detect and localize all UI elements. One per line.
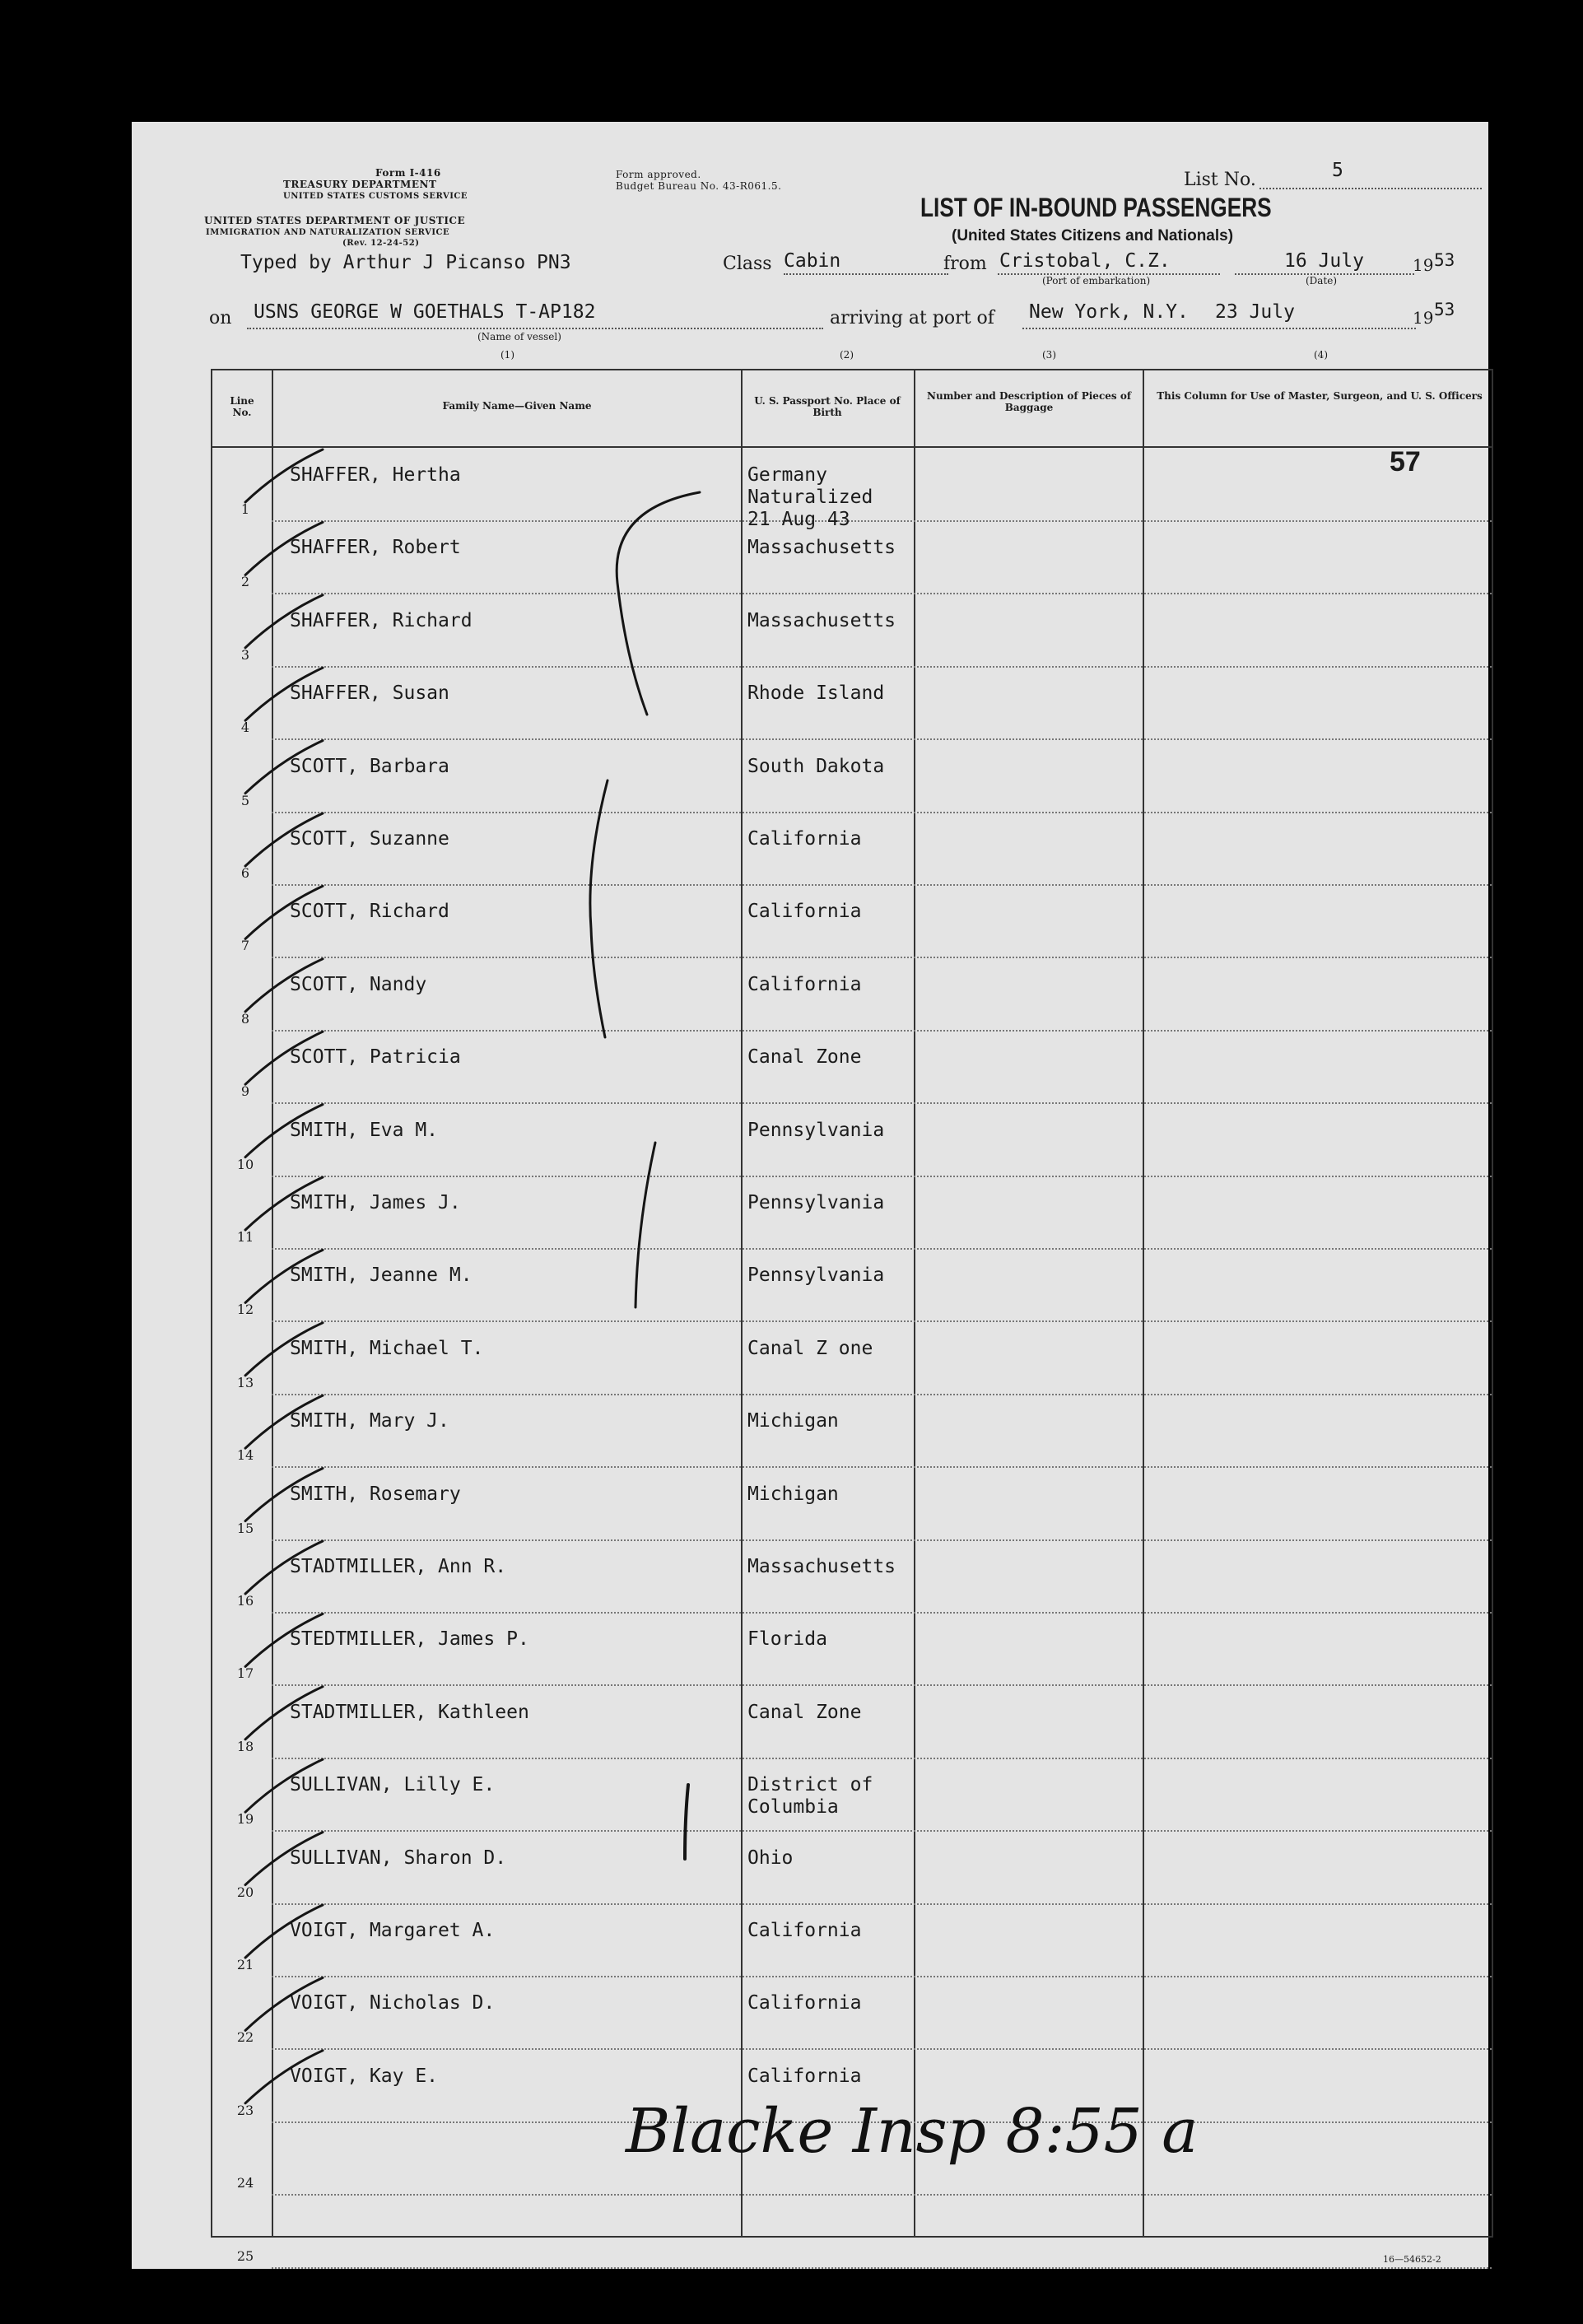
line-number: 1 (240, 501, 250, 517)
passenger-name: SCOTT, Suzanne (290, 828, 449, 850)
table-row (212, 1177, 1492, 1250)
arrival-year-prefix: 19 (1413, 308, 1434, 328)
line-number: 24 (236, 2175, 254, 2191)
arriving-label: arriving at port of (830, 308, 994, 328)
list-no-label: List No. (1184, 170, 1256, 190)
form-subtitle: (United States Citizens and Nationals) (952, 227, 1234, 245)
passenger-name: SCOTT, Barbara (290, 755, 449, 777)
form-code: 16—54652-2 (1383, 2254, 1441, 2265)
dept-name: TREASURY DEPARTMENT (283, 179, 437, 190)
passenger-name: SCOTT, Nandy (290, 973, 427, 995)
place-of-birth: Ohio (747, 1847, 794, 1869)
line-number: 17 (236, 1665, 254, 1682)
line-number: 20 (236, 1884, 254, 1900)
passenger-name: STEDTMILLER, James P. (290, 1628, 529, 1651)
arrival-underline (1022, 328, 1416, 329)
line-number: 7 (240, 938, 250, 954)
column-number-4: (4) (1314, 349, 1328, 361)
place-of-birth: Pennsylvania (747, 1192, 885, 1213)
class-value: Cabin (784, 250, 841, 272)
place-of-birth: Germany Naturalized 21 Aug 43 (747, 464, 873, 530)
table-row (212, 522, 1492, 594)
list-no-underline (1259, 188, 1482, 189)
table-row (212, 959, 1492, 1032)
year-suffix: 53 (1434, 250, 1455, 270)
place-of-birth: Canal Z one (747, 1337, 873, 1359)
passenger-name: STADTMILLER, Ann R. (290, 1556, 507, 1577)
table-row (212, 1833, 1492, 1905)
table-row (212, 1687, 1492, 1759)
passenger-name: SMITH, Eva M. (290, 1119, 439, 1141)
arrival-year-suffix: 53 (1434, 300, 1455, 319)
vessel-caption: (Name of vessel) (477, 331, 561, 342)
place-of-birth: Massachusetts (747, 1556, 896, 1577)
table-row (212, 1105, 1492, 1177)
table-row (212, 1759, 1492, 1832)
passenger-name: SULLIVAN, Lilly E. (290, 1774, 496, 1796)
table-row (212, 886, 1492, 958)
line-number: 11 (236, 1229, 254, 1245)
table-row (212, 1250, 1492, 1322)
place-of-birth: Michigan (747, 1410, 839, 1432)
vessel-underline (247, 328, 823, 329)
line-number: 18 (236, 1738, 254, 1754)
port-caption: (Port of embarkation) (1042, 275, 1151, 286)
form-title: LIST OF IN-BOUND PASSENGERS (920, 193, 1272, 222)
table-row (212, 1323, 1492, 1395)
place-of-birth: Massachusetts (747, 537, 896, 559)
line-number: 15 (236, 1520, 254, 1536)
header-line-no: Line No. (230, 395, 254, 418)
line-number: 23 (236, 2102, 254, 2118)
dept-service: UNITED STATES CUSTOMS SERVICE (283, 192, 468, 201)
place-of-birth: California (747, 1992, 862, 2014)
line-number: 5 (240, 792, 250, 808)
place-of-birth: Florida (747, 1628, 827, 1651)
table-row (212, 449, 1492, 530)
form-number: Form I-416 (375, 167, 441, 179)
from-port: Cristobal, C.Z. (999, 250, 1171, 272)
table-row (212, 741, 1492, 813)
ins-service: IMMIGRATION AND NATURALIZATION SERVICE (206, 228, 450, 237)
table-row (212, 1905, 1492, 1977)
passenger-name: SMITH, Mary J. (290, 1410, 449, 1432)
passenger-name: SCOTT, Richard (290, 901, 449, 923)
table-row (212, 1541, 1492, 1614)
column-number-1: (1) (501, 349, 514, 361)
place-of-birth: Canal Zone (747, 1046, 862, 1069)
passenger-name: STADTMILLER, Kathleen (290, 1701, 529, 1723)
approval-note: Form approved. (616, 169, 701, 180)
header-passport: U. S. Passport No. Place of Birth (754, 395, 901, 418)
place-of-birth: California (747, 1920, 862, 1941)
passenger-name: SCOTT, Patricia (290, 1046, 461, 1069)
table-row (212, 1032, 1492, 1104)
line-number: 25 (236, 2247, 254, 2264)
passenger-name: SHAFFER, Robert (290, 537, 461, 559)
table-row (212, 1614, 1492, 1686)
place-of-birth: California (747, 901, 862, 923)
typed-by: Typed by Arthur J Picanso PN3 (240, 252, 571, 273)
place-of-birth: Pennsylvania (747, 1264, 885, 1287)
departure-date: 16 July (1284, 250, 1364, 272)
passenger-name: SHAFFER, Susan (290, 682, 449, 705)
line-number: 9 (240, 1083, 250, 1100)
column-number-2: (2) (840, 349, 854, 361)
table-row (212, 595, 1492, 668)
table-row (212, 1395, 1492, 1468)
line-number: 4 (240, 720, 250, 736)
place-of-birth: Rhode Island (747, 682, 885, 705)
line-number: 12 (236, 1302, 254, 1318)
line-number: 13 (236, 1374, 254, 1390)
list-no-value: 5 (1332, 160, 1343, 181)
line-number: 22 (236, 2029, 254, 2046)
line-number: 3 (240, 646, 250, 663)
table-row (212, 668, 1492, 740)
header-name: Family Name—Given Name (442, 400, 592, 412)
column-number-3: (3) (1042, 349, 1056, 361)
manifest-page (132, 122, 1488, 2269)
header-divider (212, 446, 1492, 448)
from-label: from (943, 254, 987, 274)
line-number: 10 (236, 1156, 254, 1172)
line-number: 21 (236, 1957, 254, 1972)
justice-dept: UNITED STATES DEPARTMENT OF JUSTICE (204, 215, 466, 226)
place-of-birth: District of Columbia (747, 1774, 873, 1819)
place-of-birth: Michigan (747, 1483, 839, 1505)
place-of-birth: California (747, 2065, 862, 2087)
passenger-name: SMITH, Rosemary (290, 1483, 461, 1505)
passenger-name: SHAFFER, Richard (290, 609, 473, 631)
passenger-name: VOIGT, Margaret A. (290, 1920, 496, 1941)
table-row (212, 2196, 1492, 2269)
passenger-name: SMITH, Jeanne M. (290, 1264, 473, 1287)
year-prefix: 19 (1413, 255, 1434, 275)
table-row (212, 1977, 1492, 2050)
line-number: 19 (236, 1811, 254, 1828)
place-of-birth: South Dakota (747, 755, 885, 777)
passenger-name: VOIGT, Nicholas D. (290, 1992, 496, 2014)
passenger-name: VOIGT, Kay E. (290, 2065, 439, 2087)
line-number: 8 (240, 1010, 250, 1027)
header-baggage: Number and Description of Pieces of Baggage (927, 390, 1131, 413)
class-label: Class (723, 254, 772, 274)
passenger-name: SMITH, James J. (290, 1192, 461, 1213)
table-row (212, 1469, 1492, 1541)
revision-date: (Rev. 12-24-52) (342, 239, 420, 248)
budget-bureau: Budget Bureau No. 43-R061.5. (616, 180, 782, 192)
header-officers: This Column for Use of Master, Surgeon, and U. S. Officers (1157, 390, 1483, 402)
place-of-birth: California (747, 973, 862, 995)
class-underline (784, 273, 948, 275)
line-number: 2 (240, 574, 250, 590)
arrival-date: 23 July (1215, 301, 1295, 323)
arrival-port: New York, N.Y. (1029, 301, 1189, 323)
officer-count-note: 57 (1390, 446, 1421, 477)
line-number: 14 (236, 1447, 254, 1464)
place-of-birth: Massachusetts (747, 609, 896, 631)
line-number: 6 (240, 865, 250, 881)
place-of-birth: Pennsylvania (747, 1119, 885, 1141)
place-of-birth: California (747, 828, 862, 850)
on-label: on (209, 308, 232, 328)
inspector-signature: Blacke Insp 8:55 a (626, 2096, 1199, 2167)
table-row (212, 813, 1492, 886)
line-number: 16 (236, 1593, 254, 1609)
vessel-name: USNS GEORGE W GOETHALS T-AP182 (254, 301, 596, 323)
passenger-name: SULLIVAN, Sharon D. (290, 1847, 507, 1869)
passenger-name: SMITH, Michael T. (290, 1337, 484, 1359)
date-caption: (Date) (1306, 275, 1338, 286)
row-divider (272, 2267, 1492, 2269)
passenger-name: SHAFFER, Hertha (290, 464, 461, 486)
place-of-birth: Canal Zone (747, 1701, 862, 1723)
